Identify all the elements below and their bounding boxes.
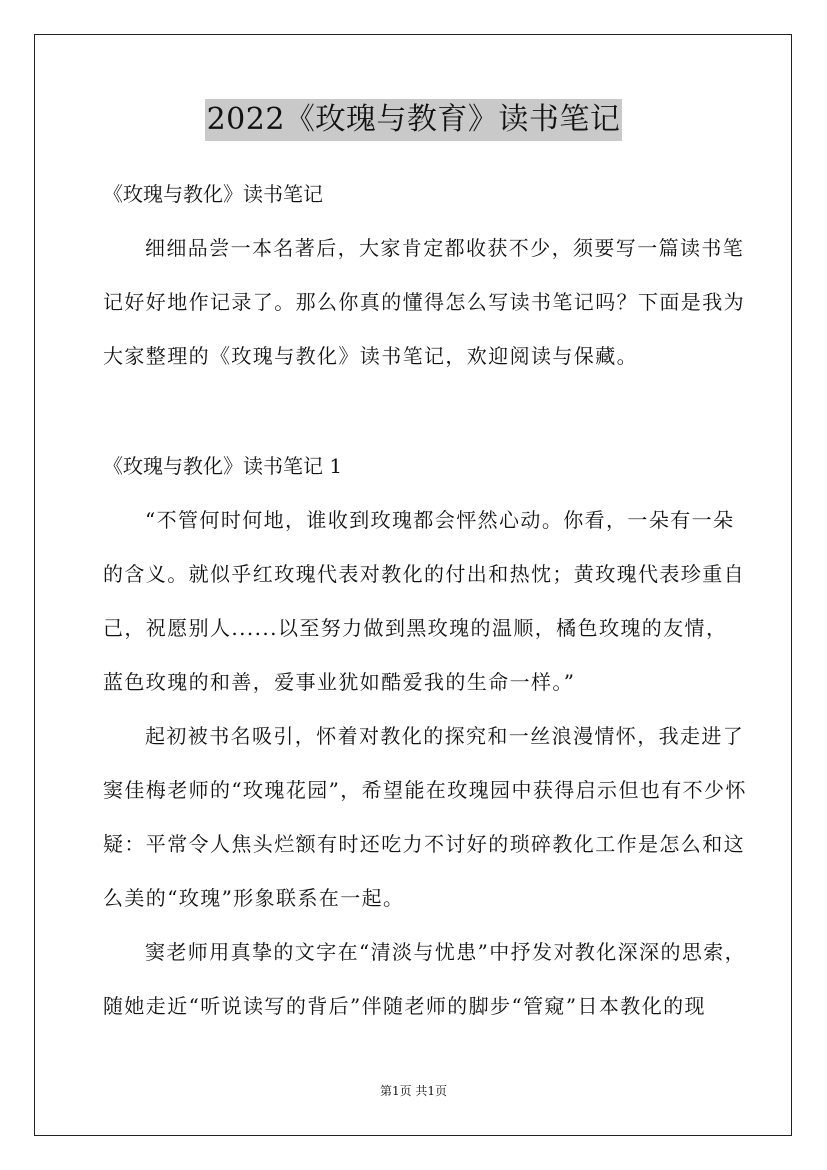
paragraph-line: 么美的“玫瑰”形象联系在一起。 — [103, 886, 405, 910]
paragraph-line: 疑：平常令人焦头烂额有时还吃力不讨好的琐碎教化工作是怎么和这 — [103, 832, 745, 856]
page-footer: 第1页 共1页 — [379, 1084, 448, 1098]
paragraph-line: 己，祝愿别人......以至努力做到黑玫瑰的温顺，橘色玫瑰的友情， — [103, 616, 728, 640]
paragraph-line: 窦佳梅老师的“玫瑰花园”，希望能在玫瑰园中获得启示但也有不少怀 — [103, 778, 747, 802]
intro-line: 记好好地作记录了。那么你真的懂得怎么写读书笔记吗？下面是我为 — [103, 290, 745, 314]
document-title: 2022《玫瑰与教育》读书笔记 — [205, 99, 623, 141]
document-subtitle: 《玫瑰与教化》读书笔记 — [103, 182, 323, 206]
intro-line: 细细品尝一本名著后，大家肯定都收获不少，须要写一篇读书笔 — [145, 236, 745, 260]
paragraph-line: 随她走近“听说读写的背后”伴随老师的脚步“管窥”日本教化的现 — [103, 994, 706, 1018]
intro-line: 大家整理的《玫瑰与教化》读书笔记，欢迎阅读与保藏。 — [103, 344, 638, 368]
document-title-wrap — [0, 99, 827, 141]
paragraph-line: 的含义。就似乎红玫瑰代表对教化的付出和热忱；黄玫瑰代表珍重自 — [103, 562, 745, 586]
section-heading: 《玫瑰与教化》读书笔记 1 — [103, 454, 343, 478]
paragraph-line: 起初被书名吸引，怀着对教化的探究和一丝浪漫情怀，我走进了 — [145, 724, 745, 748]
paragraph-line: 蓝色玫瑰的和善，爱事业犹如酷爱我的生命一样。” — [103, 670, 576, 694]
paragraph-line: “不管何时何地，谁收到玫瑰都会怦然心动。你看，一朵有一朵 — [145, 508, 735, 532]
paragraph-line: 窦老师用真挚的文字在“清淡与忧患”中抒发对教化深深的思索， — [145, 940, 747, 964]
